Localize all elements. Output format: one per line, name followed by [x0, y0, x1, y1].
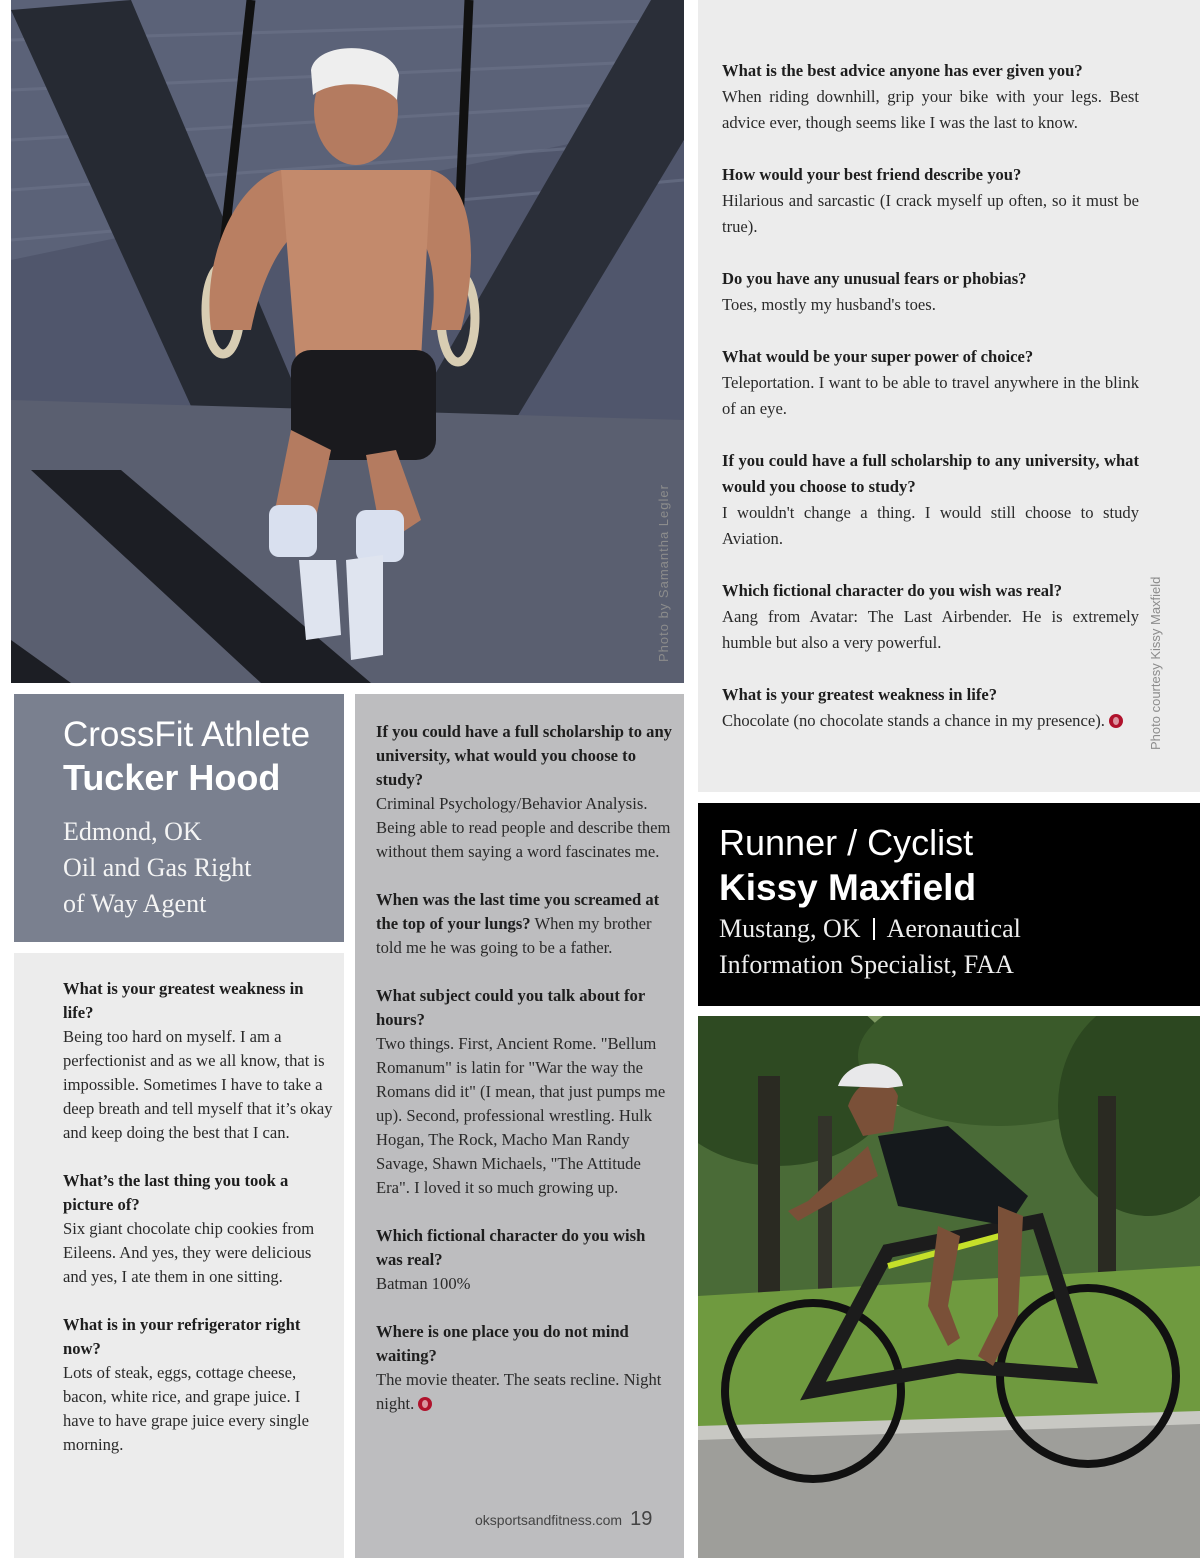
kissy-maxfield-photo	[698, 1016, 1200, 1558]
qa-item	[722, 682, 1139, 734]
question: If you could have a full scholarship to any university, what would you choose to study?	[376, 722, 672, 789]
question: What’s the last thing you took a picture of?	[63, 1171, 289, 1214]
answer: Being too hard on myself. I am a perfectionist and as we all know, that is impossible. Sometimes I have to take a deep breath and tell myself that it’s okay and keep doing the best that I can.	[63, 1027, 333, 1142]
question: What is the best advice anyone has ever given you?	[722, 61, 1083, 80]
qa-item	[722, 162, 1139, 240]
qa-item	[376, 1224, 672, 1296]
question: Which fictional character do you wish was real?	[376, 1226, 646, 1269]
question: Which fictional character do you wish was real?	[722, 581, 1063, 600]
answer: Teleportation. I want to be able to travel anywhere in the blink of an eye.	[722, 373, 1139, 418]
kissy-header-panel	[698, 803, 1200, 1006]
question: How would your best friend describe you?	[722, 165, 1022, 184]
question-answer-inline	[376, 888, 672, 960]
tucker-qa-right	[355, 694, 684, 1558]
qa-item	[722, 266, 1139, 318]
qa-item	[63, 977, 334, 1145]
occupation-line: of Way Agent	[63, 889, 207, 918]
question: What is in your refrigerator right now?	[63, 1315, 301, 1358]
answer: Criminal Psychology/Behavior Analysis. Being able to read people and describe them without them saying a word fascinates me.	[376, 794, 671, 861]
qa-item	[376, 888, 672, 960]
occupation-line: Aeronautical	[886, 914, 1021, 943]
question: If you could have a full scholarship to any university, what would you choose to study?	[722, 451, 1139, 496]
answer: Toes, mostly my husband's toes.	[722, 295, 936, 314]
oksf-logo-endmark-icon	[418, 1397, 432, 1411]
athlete-location	[719, 911, 1190, 947]
athlete-role: CrossFit Athlete	[63, 715, 311, 754]
photo-credit-kissy: Photo courtesy Kissy Maxfield	[1148, 576, 1163, 750]
answer: Hilarious and sarcastic (I crack myself up often, so it must be true).	[722, 191, 1139, 236]
qa-item	[722, 58, 1139, 136]
qa-item	[63, 1169, 334, 1289]
answer: I wouldn't change a thing. I would still choose to study Aviation.	[722, 503, 1139, 548]
athlete-name: Kissy Maxfield	[719, 867, 977, 908]
answer-with-endmark	[376, 1368, 672, 1416]
question: Where is one place you do not mind waiting?	[376, 1322, 629, 1365]
qa-item	[63, 1313, 334, 1457]
answer: When riding downhill, grip your bike with your legs. Best advice ever, though seems like I was the last to know.	[722, 87, 1139, 132]
qa-item	[722, 448, 1139, 552]
athlete-location	[63, 814, 330, 922]
cyclist-illustration	[698, 1016, 1200, 1558]
answer: Two things. First, Ancient Rome. "Bellum Romanum" is latin for "War the way the Romans did it" (I mean, that just pumps me up). Second, professional wrestling. Hulk Hogan, The Rock, Macho Man Randy Savage, Shawn Michaels, "The Attitude Era". I loved it so much growing up.	[376, 1034, 666, 1197]
photo-credit-tucker: Photo by Samantha Legler	[656, 484, 671, 662]
question: What subject could you talk about for hours?	[376, 986, 645, 1029]
page-footer	[475, 1508, 652, 1531]
question: What would be your super power of choice?	[722, 347, 1034, 366]
qa-item	[722, 344, 1139, 422]
athlete-name: Tucker Hood	[63, 757, 281, 798]
athlete-role: Runner / Cyclist	[719, 822, 974, 863]
answer: Lots of steak, eggs, cottage cheese, bacon, white rice, and grape juice. I have to have grape juice every single morning.	[63, 1363, 310, 1454]
qa-item	[376, 1320, 672, 1416]
question: When was the last time you screamed at the top of your lungs?	[376, 890, 660, 933]
occupation-line: Oil and Gas Right	[63, 853, 252, 882]
qa-item	[722, 578, 1139, 656]
answer: Aang from Avatar: The Last Airbender. He is extremely humble but also a very powerful.	[722, 607, 1139, 652]
divider	[873, 918, 875, 940]
answer: Chocolate (no chocolate stands a chance in my presence).	[722, 711, 1105, 730]
answer: Six giant chocolate chip cookies from Eileens. And yes, they were delicious and yes, I ate them in one sitting.	[63, 1219, 315, 1286]
question: What is your greatest weakness in life?	[63, 979, 304, 1022]
location-line: Edmond, OK	[63, 817, 202, 846]
footer-site-url[interactable]: oksportsandfitness.com	[475, 1512, 623, 1528]
kissy-qa-panel	[698, 0, 1200, 792]
qa-item	[376, 984, 672, 1200]
tucker-qa-left	[14, 953, 344, 1558]
page-number: 19	[630, 1508, 653, 1530]
question: What is your greatest weakness in life?	[722, 685, 998, 704]
answer-with-endmark	[722, 708, 1139, 734]
answer: When my brother told me he was going to be a father.	[376, 914, 652, 957]
gymnast-rings-illustration	[11, 0, 684, 683]
answer: The movie theater. The seats recline. Night night.	[376, 1370, 662, 1413]
occupation-line: Information Specialist, FAA	[719, 950, 1014, 979]
question: Do you have any unusual fears or phobias?	[722, 269, 1027, 288]
qa-item	[376, 720, 672, 864]
answer: Batman 100%	[376, 1274, 471, 1293]
oksf-logo-endmark-icon	[1109, 714, 1123, 728]
tucker-hood-photo	[11, 0, 684, 683]
location-line: Mustang, OK	[719, 914, 861, 943]
tucker-header-panel	[14, 694, 344, 942]
